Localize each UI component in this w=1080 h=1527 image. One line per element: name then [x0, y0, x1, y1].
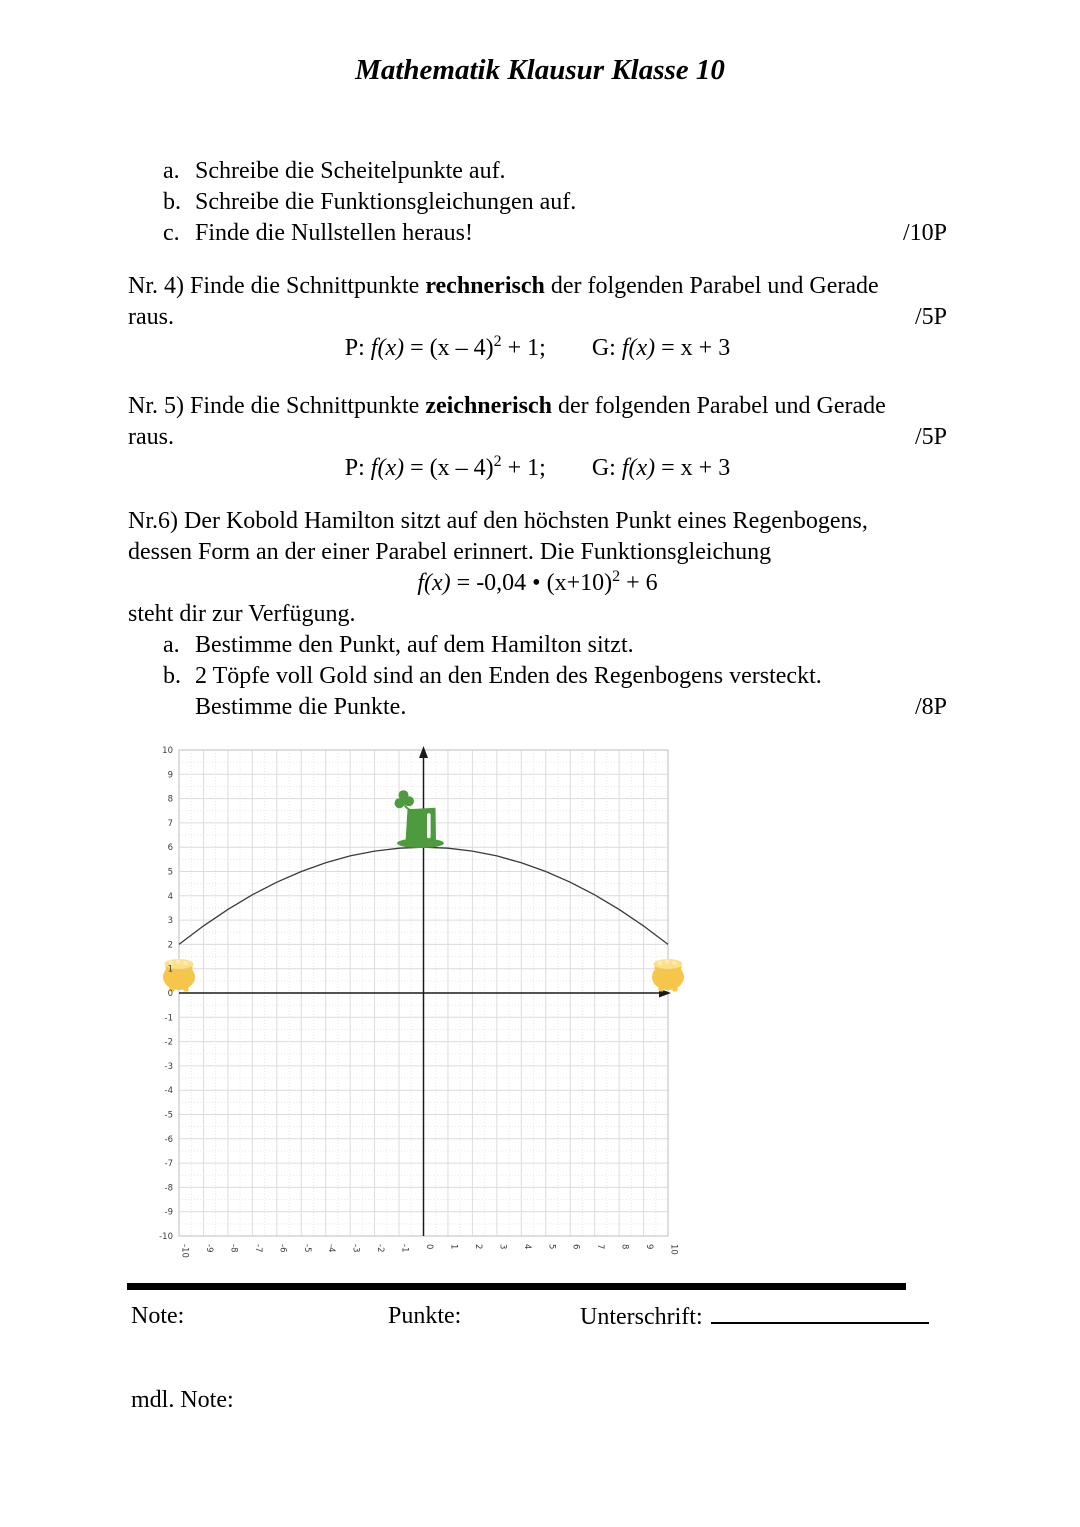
formula-end: + 1;	[501, 335, 546, 361]
footer-divider	[127, 1283, 906, 1290]
task5-raus: raus.	[128, 424, 174, 450]
parabola-label: P:	[344, 455, 371, 481]
task6-item-b-cont-text: Bestimme die Punkte.	[195, 694, 407, 720]
y-tick-label: -2	[164, 1037, 173, 1048]
exponent: 2	[493, 333, 502, 350]
parabola-label: P:	[344, 335, 371, 361]
unterschrift-row	[580, 1302, 929, 1331]
x-tick-label: 2	[472, 1244, 483, 1250]
task4-formula	[128, 333, 947, 364]
task3-item-c	[128, 218, 947, 249]
y-tick-label: -8	[164, 1183, 173, 1194]
y-tick-label: -7	[164, 1159, 173, 1170]
mdl-note-label: mdl. Note:	[131, 1387, 234, 1413]
fx-italic: f(x)	[417, 570, 451, 596]
fx-italic: f(x)	[370, 455, 405, 481]
x-tick-label: 1	[448, 1244, 459, 1250]
list-marker-c: c.	[163, 220, 180, 246]
y-tick-label: -4	[164, 1086, 173, 1097]
x-tick-label: -2	[375, 1244, 386, 1253]
x-tick-label: 9	[644, 1244, 655, 1250]
rainbow-parabola-chart	[140, 742, 688, 1274]
x-tick-label: -9	[203, 1244, 214, 1253]
y-tick-label: -5	[164, 1110, 173, 1121]
x-tick-label: -6	[277, 1244, 288, 1253]
exponent: 2	[493, 453, 502, 470]
task4-line2	[128, 302, 947, 333]
fx-italic: f(x)	[621, 335, 656, 361]
chart-canvas	[140, 742, 688, 1274]
x-tick-label: -4	[326, 1244, 337, 1253]
task6-item-a	[128, 630, 947, 661]
y-tick-label: 6	[167, 843, 173, 854]
task5-bold-word: zeichnerisch	[425, 393, 552, 419]
formula-end: + 1;	[501, 455, 546, 481]
task3-item-a	[128, 156, 947, 187]
x-tick-label: 4	[521, 1244, 532, 1250]
x-tick-label: -1	[399, 1244, 410, 1253]
task5-points: /5P	[914, 424, 947, 450]
unterschrift-label: Unterschrift:	[580, 1304, 703, 1330]
gerade-label: G:	[591, 335, 622, 361]
task5-line1	[128, 391, 947, 422]
task6-line3: steht dir zur Verfügung.	[128, 601, 356, 627]
formula-end: + 6	[620, 570, 658, 596]
task5-line2	[128, 422, 947, 453]
x-tick-label: 6	[570, 1244, 581, 1250]
x-tick-label: -7	[252, 1244, 263, 1253]
exponent: 2	[612, 568, 621, 585]
x-tick-label: 3	[497, 1244, 508, 1250]
list-marker-a: a.	[163, 632, 180, 658]
list-marker-b: b.	[163, 189, 181, 215]
signature-blank-line	[711, 1302, 929, 1324]
x-tick-label: 0	[424, 1244, 434, 1250]
x-tick-label: -3	[350, 1244, 361, 1253]
formula-body: = -0,04 • (x+10)	[450, 570, 613, 596]
page-title: Mathematik Klausur Klasse 10	[355, 54, 725, 86]
x-tick-label: 8	[619, 1244, 630, 1250]
task3-item-b	[128, 187, 947, 218]
x-tick-label: 10	[668, 1244, 679, 1255]
formula-body: = (x – 4)	[404, 455, 494, 481]
task3-item-b-text: Schreibe die Funktionsgleichungen auf.	[195, 189, 577, 215]
task4-points: /5P	[914, 304, 947, 330]
y-tick-label: -1	[164, 1013, 173, 1024]
x-tick-label: 7	[595, 1244, 606, 1250]
task6-item-b	[128, 661, 947, 692]
task5-formula	[128, 453, 947, 484]
y-tick-label: -6	[164, 1134, 173, 1145]
y-tick-label: -3	[164, 1061, 173, 1072]
formula-body: = x + 3	[655, 335, 731, 361]
task6-line1: Nr.6) Der Kobold Hamilton sitzt auf den höchsten Punkt eines Regenbogens,	[128, 508, 868, 534]
y-tick-label: 1	[167, 964, 173, 975]
y-tick-label: 3	[167, 916, 173, 927]
y-tick-label: 9	[167, 770, 173, 781]
task3-item-c-text: Finde die Nullstellen heraus!	[195, 220, 473, 246]
formula-body: = (x – 4)	[404, 335, 494, 361]
task4-bold-word: rechnerisch	[425, 273, 545, 299]
task3-points: /10P	[902, 220, 947, 246]
list-marker-a: a.	[163, 158, 180, 184]
y-tick-label: -10	[159, 1232, 173, 1242]
y-tick-label: 2	[167, 940, 173, 951]
y-tick-label: 5	[167, 867, 173, 878]
task6-item-b-text: 2 Töpfe voll Gold sind an den Enden des Regenbogens versteckt.	[195, 663, 822, 689]
x-tick-label: -10	[179, 1244, 190, 1258]
list-marker-b: b.	[163, 663, 181, 689]
task4-text: Nr. 4) Finde die Schnittpunkte	[128, 273, 426, 299]
task5-text-cont: der folgenden Parabel und Gerade	[551, 393, 886, 419]
gerade-label: G:	[591, 455, 622, 481]
task4-raus: raus.	[128, 304, 174, 330]
punkte-label: Punkte:	[388, 1303, 462, 1329]
task6-item-b-cont	[128, 692, 947, 723]
fx-italic: f(x)	[621, 455, 656, 481]
x-tick-label: 5	[546, 1244, 557, 1250]
task5-text: Nr. 5) Finde die Schnittpunkte	[128, 393, 426, 419]
note-label: Note:	[131, 1303, 185, 1329]
y-tick-label: 10	[162, 746, 173, 756]
y-tick-label: 0	[167, 989, 173, 999]
task6-formula	[128, 568, 947, 599]
y-tick-label: 4	[167, 891, 173, 902]
task4-line1	[128, 271, 947, 302]
y-tick-label: -9	[164, 1207, 173, 1218]
fx-italic: f(x)	[370, 335, 405, 361]
formula-body: = x + 3	[655, 455, 731, 481]
task6-item-a-text: Bestimme den Punkt, auf dem Hamilton sitzt.	[195, 632, 634, 658]
x-tick-label: -5	[301, 1244, 312, 1253]
task6-points: /8P	[914, 694, 947, 720]
x-tick-label: -8	[228, 1244, 239, 1253]
task6-line2: dessen Form an der einer Parabel erinnert. Die Funktionsgleichung	[128, 539, 772, 565]
task4-text-cont: der folgenden Parabel und Gerade	[544, 273, 879, 299]
task3-item-a-text: Schreibe die Scheitelpunkte auf.	[195, 158, 506, 184]
y-tick-label: 7	[167, 818, 173, 829]
y-tick-label: 8	[167, 794, 173, 805]
